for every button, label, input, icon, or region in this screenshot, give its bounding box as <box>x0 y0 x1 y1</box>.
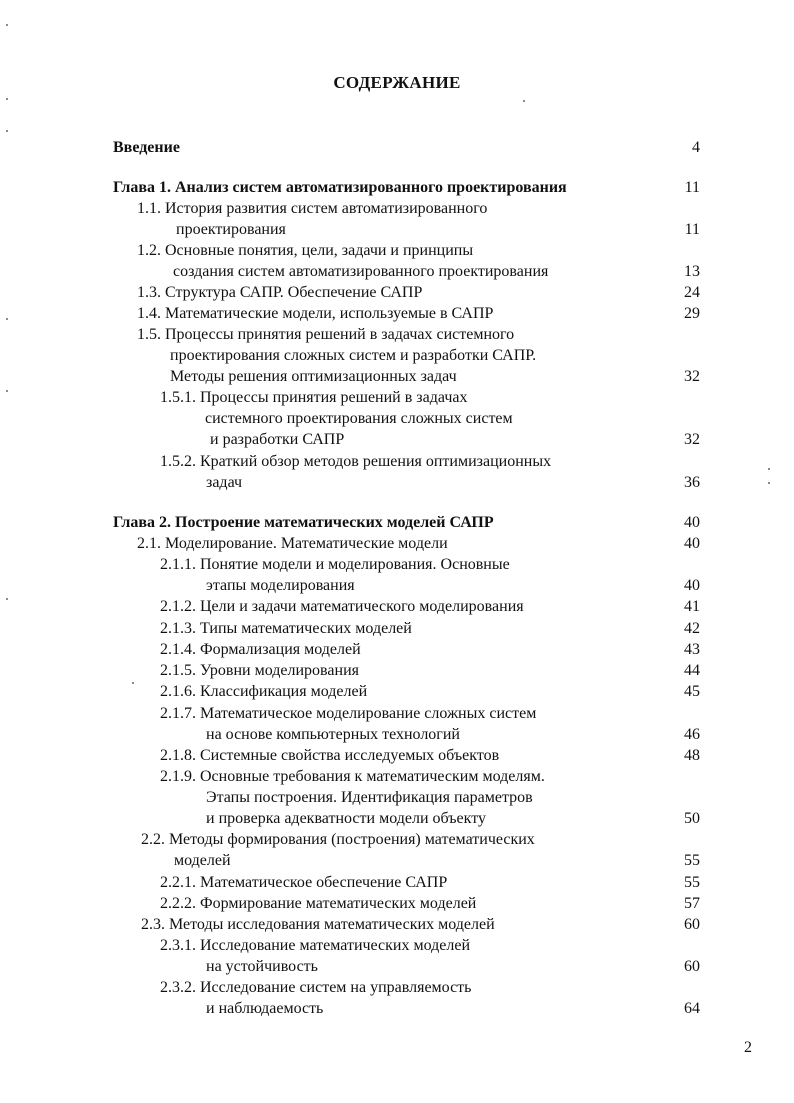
toc-entry-text: Глава 1. Анализ систем автоматизированного проектирования <box>113 179 567 196</box>
scan-speck <box>6 24 8 26</box>
toc-entry-text: 2.1.8. Системные свойства исследуемых объектов <box>160 747 500 764</box>
toc-entry-page: 44 <box>684 662 700 679</box>
toc-entry-page: 13 <box>684 263 700 280</box>
toc-entry-page: 46 <box>684 726 700 743</box>
toc-entry-text: 1.5.2. Краткий обзор методов решения оптимизационных <box>160 453 552 470</box>
toc-entry-text: 2.2.1. Математическое обеспечение САПР <box>160 874 448 891</box>
toc-entry-page: 60 <box>684 958 700 975</box>
toc-entry-text: Методы решения оптимизационных задач <box>170 368 457 385</box>
toc-entry-text: 2.3.1. Исследование математических моделей <box>160 937 471 954</box>
toc-entry-text: 1.1. История развития систем автоматизированного <box>137 200 488 217</box>
toc-entry-page: 32 <box>684 368 700 385</box>
page-title: СОДЕРЖАНИЕ <box>333 73 461 92</box>
toc-entry-page: 11 <box>684 221 700 238</box>
toc-entry-text: 2.3. Методы исследования математических моделей <box>141 916 495 933</box>
scan-speck <box>768 482 770 484</box>
toc-entry-text: 1.5. Процессы принятия решений в задачах системного <box>137 326 515 343</box>
toc-entry-text: 2.1.6. Классификация моделей <box>160 683 368 700</box>
toc-entry-text: 1.3. Структура САПР. Обеспечение САПР <box>137 284 423 301</box>
toc-entry-text: 2.1.2. Цели и задачи математического моделирования <box>160 598 524 615</box>
toc-entry-text: 2.1.5. Уровни моделирования <box>160 662 359 679</box>
toc-entry-page: 64 <box>684 1000 700 1017</box>
toc-entry-text: и разработки САПР <box>210 431 345 448</box>
toc-entry-page: 55 <box>684 874 700 891</box>
toc-entry-text: 2.2.2. Формирование математических моделей <box>160 895 477 912</box>
toc-entry-text: 1.2. Основные понятия, цели, задачи и принципы <box>137 242 474 259</box>
toc-entry-page: 43 <box>684 641 700 658</box>
toc-entry-text: 2.2. Методы формирования (построения) математических <box>141 831 535 848</box>
scan-speck <box>6 318 8 320</box>
toc-entry-text: моделей <box>174 852 231 869</box>
toc-entry-page: 50 <box>684 810 700 827</box>
toc-entry-text: на устойчивость <box>206 958 318 975</box>
toc-entry-text: и наблюдаемость <box>206 1000 324 1017</box>
scan-speck <box>132 682 134 684</box>
toc-entry-page: 32 <box>684 431 700 448</box>
scan-speck <box>6 598 8 600</box>
scan-speck <box>6 390 8 392</box>
toc-entry-text: Этапы построения. Идентификация параметров <box>206 789 533 806</box>
toc-entry-page: 24 <box>684 284 700 301</box>
toc-entry-text: проектирования сложных систем и разработки САПР. <box>170 347 537 364</box>
toc-entry-page: 40 <box>684 535 700 552</box>
toc-entry-text: системного проектирования сложных систем <box>205 410 513 427</box>
toc-entry-page: 29 <box>684 305 700 322</box>
toc-entry-page: 40 <box>684 514 700 531</box>
toc-entry-page: 11 <box>684 179 700 196</box>
toc-entry-text: 2.1.4. Формализация моделей <box>160 641 361 658</box>
toc-entry-text: 1.4. Математические модели, используемые в САПР <box>137 305 494 322</box>
toc-entry-text: 2.3.2. Исследование систем на управляемость <box>160 979 472 996</box>
scan-speck <box>6 98 8 100</box>
toc-entry-text: этапы моделирования <box>206 577 355 594</box>
toc-entry-text: проектирования <box>176 221 286 238</box>
scan-speck <box>768 468 770 470</box>
toc-entry-text: 2.1.3. Типы математических моделей <box>160 620 412 637</box>
toc-entry-page: 60 <box>684 916 700 933</box>
toc-entry-text: 2.1.9. Основные требования к математическим моделям. <box>160 768 545 785</box>
toc-entry-page: 48 <box>684 747 700 764</box>
page-number: 2 <box>744 1039 752 1056</box>
toc-entry-text: 1.5.1. Процессы принятия решений в задачах <box>160 389 468 406</box>
toc-entry-page: 45 <box>684 683 700 700</box>
toc-entry-page: 42 <box>684 620 700 637</box>
toc-entry-page: 41 <box>684 598 700 615</box>
toc-entry-text: 2.1. Моделирование. Математические модели <box>137 535 448 552</box>
toc-entry-text: 2.1.7. Математическое моделирование сложных систем <box>160 705 537 722</box>
toc-entry-page: 40 <box>684 577 700 594</box>
toc-entry-page: 55 <box>684 852 700 869</box>
toc-entry-page: 57 <box>684 895 700 912</box>
toc-entry-page: 4 <box>692 139 700 156</box>
toc-entry-text: 2.1.1. Понятие модели и моделирования. Основные <box>160 556 510 573</box>
toc-entry-text: и проверка адекватности модели объекту <box>206 810 486 827</box>
toc-entry-text: на основе компьютерных технологий <box>206 726 460 743</box>
scan-speck <box>6 130 8 132</box>
toc-entry-text: создания систем автоматизированного проектирования <box>173 263 549 280</box>
toc-entry-page: 36 <box>684 474 700 491</box>
toc-entry-text: Глава 2. Построение математических моделей САПР <box>113 514 494 531</box>
toc-entry-text: задач <box>206 474 243 491</box>
scan-speck <box>523 100 525 102</box>
toc-entry-text: Введение <box>113 139 180 156</box>
